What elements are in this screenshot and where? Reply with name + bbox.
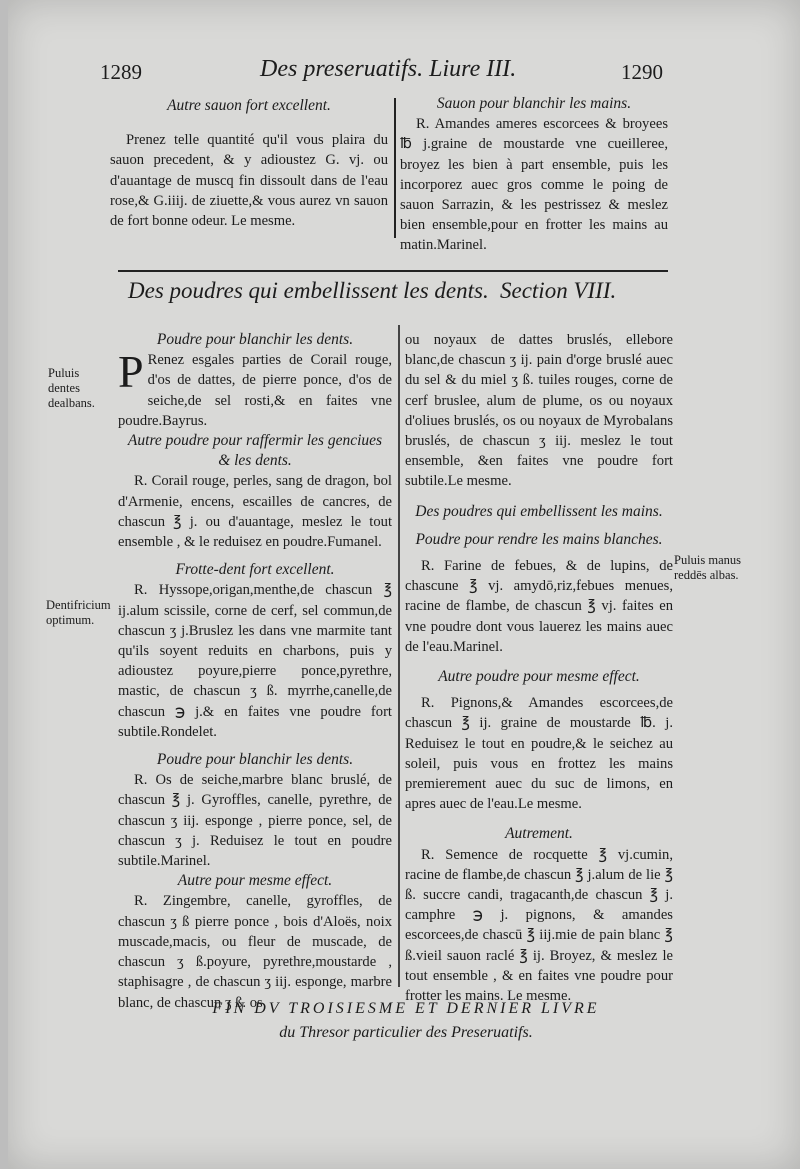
drop-cap: P	[118, 346, 144, 398]
paragraph-mains-blanches: R. Farine de febues, & de lupins, de chascune ℥ vj. amydō,riz,febues menues, racine de flambe, de chascun ℥ vj. faites en vne poudre dont vous lauerez les mains auec de l'eau.Marinel.	[405, 558, 673, 655]
paragraph-poudre-blanchir	[118, 346, 392, 431]
top-left-block	[110, 96, 388, 231]
heading-poudre-blanchir-2: Poudre pour blanchir les dents.	[156, 751, 354, 769]
heading-raffermir-2: & les dents.	[218, 452, 292, 470]
paragraph-autrement: R. Semence de rocquette ℥ vj.cumin, racine de flambe,de chascun ℥ j.alum de lie ℥ ß. succre candi, tragacanth,de chascun ℥ j. camphre ℈ j. pignons, & amandes escorcees,de chascū ℥ iij.mie de pain blanc ℥ ß.vieil sauon raclé ℥ ij. Broyez, & meslez le tout ensemble , & en faites vne poudre pour frotter les mains. Le mesme.	[405, 846, 673, 1005]
margin-note-manus: Puluis manus reddēs albas.	[674, 553, 742, 582]
heading-frotte-dent: Frotte-dent fort excellent.	[175, 561, 335, 579]
section-title: Des poudres qui embellissent les dents.	[128, 278, 489, 303]
paragraph-sauon-excellent: Prenez telle quantité qu'il vous plaira du sauon precedent, & y adioustez G. vj. ou d'auantage de muscq fin dissoult dans de l'eau rose,& G.iiij. de ziuette,& vous aurez vn sauon de fort bonne odeur. Le mesme.	[110, 132, 388, 230]
left-column	[118, 330, 392, 1013]
heading-mains-blanches: Poudre pour rendre les mains blanches.	[415, 530, 663, 548]
heading-poudre-blanchir: Poudre pour blanchir les dents.	[156, 331, 354, 348]
running-title: Des preseruatifs. Liure III.	[260, 56, 517, 82]
paragraph-mesme-effect: R. Pignons,& Amandes escorcees,de chascun ℥ ij. graine de moustarde ℔. j. Reduisez le tout en poudre,& le seichez au soleil, puis vous en frottez les mains premierement auec du suc de limons, en apres auec de l'eau.Le mesme.	[405, 695, 673, 813]
page-number-left: 1289	[100, 60, 142, 84]
margin-note-dents: Puluis dentes dealbans.	[48, 366, 95, 410]
paragraph-raffermir: R. Corail rouge, perles, sang de dragon, bol d'Armenie, encens, escailles de cancres, de chascun ℥ j. ou d'auantage, meslez le tout ensemble , & le reduisez en poudre.Fumanel.	[118, 473, 392, 551]
paragraph-autre-effect: R. Zingembre, canelle, gyroffles, de chascun ʒ ß pierre ponce , bois d'Aloës, noix muscade,macis, ou fleur de muscade, de chascun ʒ ß.poyure, pyrethre,moustarde , staphisagre , de chascun ʒ iij. esponge, marbre blanc, de chascun ʒ ß. os	[118, 893, 392, 1011]
right-column	[405, 330, 673, 1006]
paragraph-continuation: ou noyaux de dattes bruslés, ellebore blanc,de chascun ʒ ij. pain d'orge bruslé auec du sel & du miel ʒ ß. tuiles rouges, corne de cerf bruslee, alum de plume, os ou noyaux d'oliues bruslés, os ou noyaux de Myrobalans bruslés, de chascun ʒ iij. meslez le tout ensemble, &en faites vne poudre fort subtile.Le mesme.	[405, 332, 673, 490]
paragraph-poudre-blanchir-text: Renez esgales parties de Corail rouge, d'os de dattes, de pierre ponce, d'os de seiche,de sel rosti,& en faites vne poudre.Bayrus.	[118, 352, 392, 429]
heading-sauon-excellent: Autre sauon fort excellent.	[167, 97, 331, 114]
heading-embellir-mains: Des poudres qui embellissent les mains.	[415, 502, 663, 520]
heading-mesme-effect: Autre poudre pour mesme effect.	[438, 668, 640, 686]
paragraph-poudre-blanchir-2: R. Os de seiche,marbre blanc bruslé, de chascun ℥ j. Gyroffles, canelle, pyrethre, de chascun ʒ iij. esponge , pierre ponce, sel, de chascun ʒ j. Reduisez le tout en poudre subtile.Marinel.	[118, 772, 392, 870]
heading-autre-effect: Autre pour mesme effect.	[177, 872, 333, 890]
top-right-block	[400, 94, 668, 256]
paragraph-sauon-blanchir: R. Amandes ameres escorcees & broyees ℔ j.graine de moustarde vne cueilleree, broyez les bien à part ensemble, puis les incorporez auec gros comme le poing de sauon Sarrazin, & les pestrissez & meslez bien ensemble,pour en frotter les mains au matin.Marinel.	[400, 116, 668, 254]
margin-note-dentifricium: Dentifricium optimum.	[46, 598, 111, 627]
colophon-line-1: FIN DV TROISIESME ET DERNIER LIVRE	[212, 1000, 600, 1017]
column-divider-top	[394, 98, 396, 238]
heading-raffermir: Autre poudre pour raffermir les genciues	[127, 432, 383, 450]
section-rule	[118, 270, 668, 272]
colophon-line-2: du Thresor particulier des Preseruatifs.	[279, 1024, 533, 1041]
book-page	[8, 0, 800, 1169]
heading-autrement: Autrement.	[505, 825, 573, 843]
paragraph-frotte-dent: R. Hyssope,origan,menthe,de chascun ℥ ij.alum scissile, corne de cerf, sel commun,de chascun ʒ j.Bruslez les dans vne marmite tant qu'ils soyent reduits en charbons, puis y adioustez poyure,pierre ponce,pyrethre, mastic, de chascun ʒ ß. myrrhe,canelle,de chascun ℈ j.& en faites vne poudre fort subtile.Rondelet.	[118, 582, 392, 740]
section-label: Section VIII.	[500, 278, 617, 303]
heading-sauon-blanchir: Sauon pour blanchir les mains.	[436, 95, 632, 112]
page-number-right: 1290	[621, 60, 663, 84]
column-divider-main	[398, 325, 400, 987]
